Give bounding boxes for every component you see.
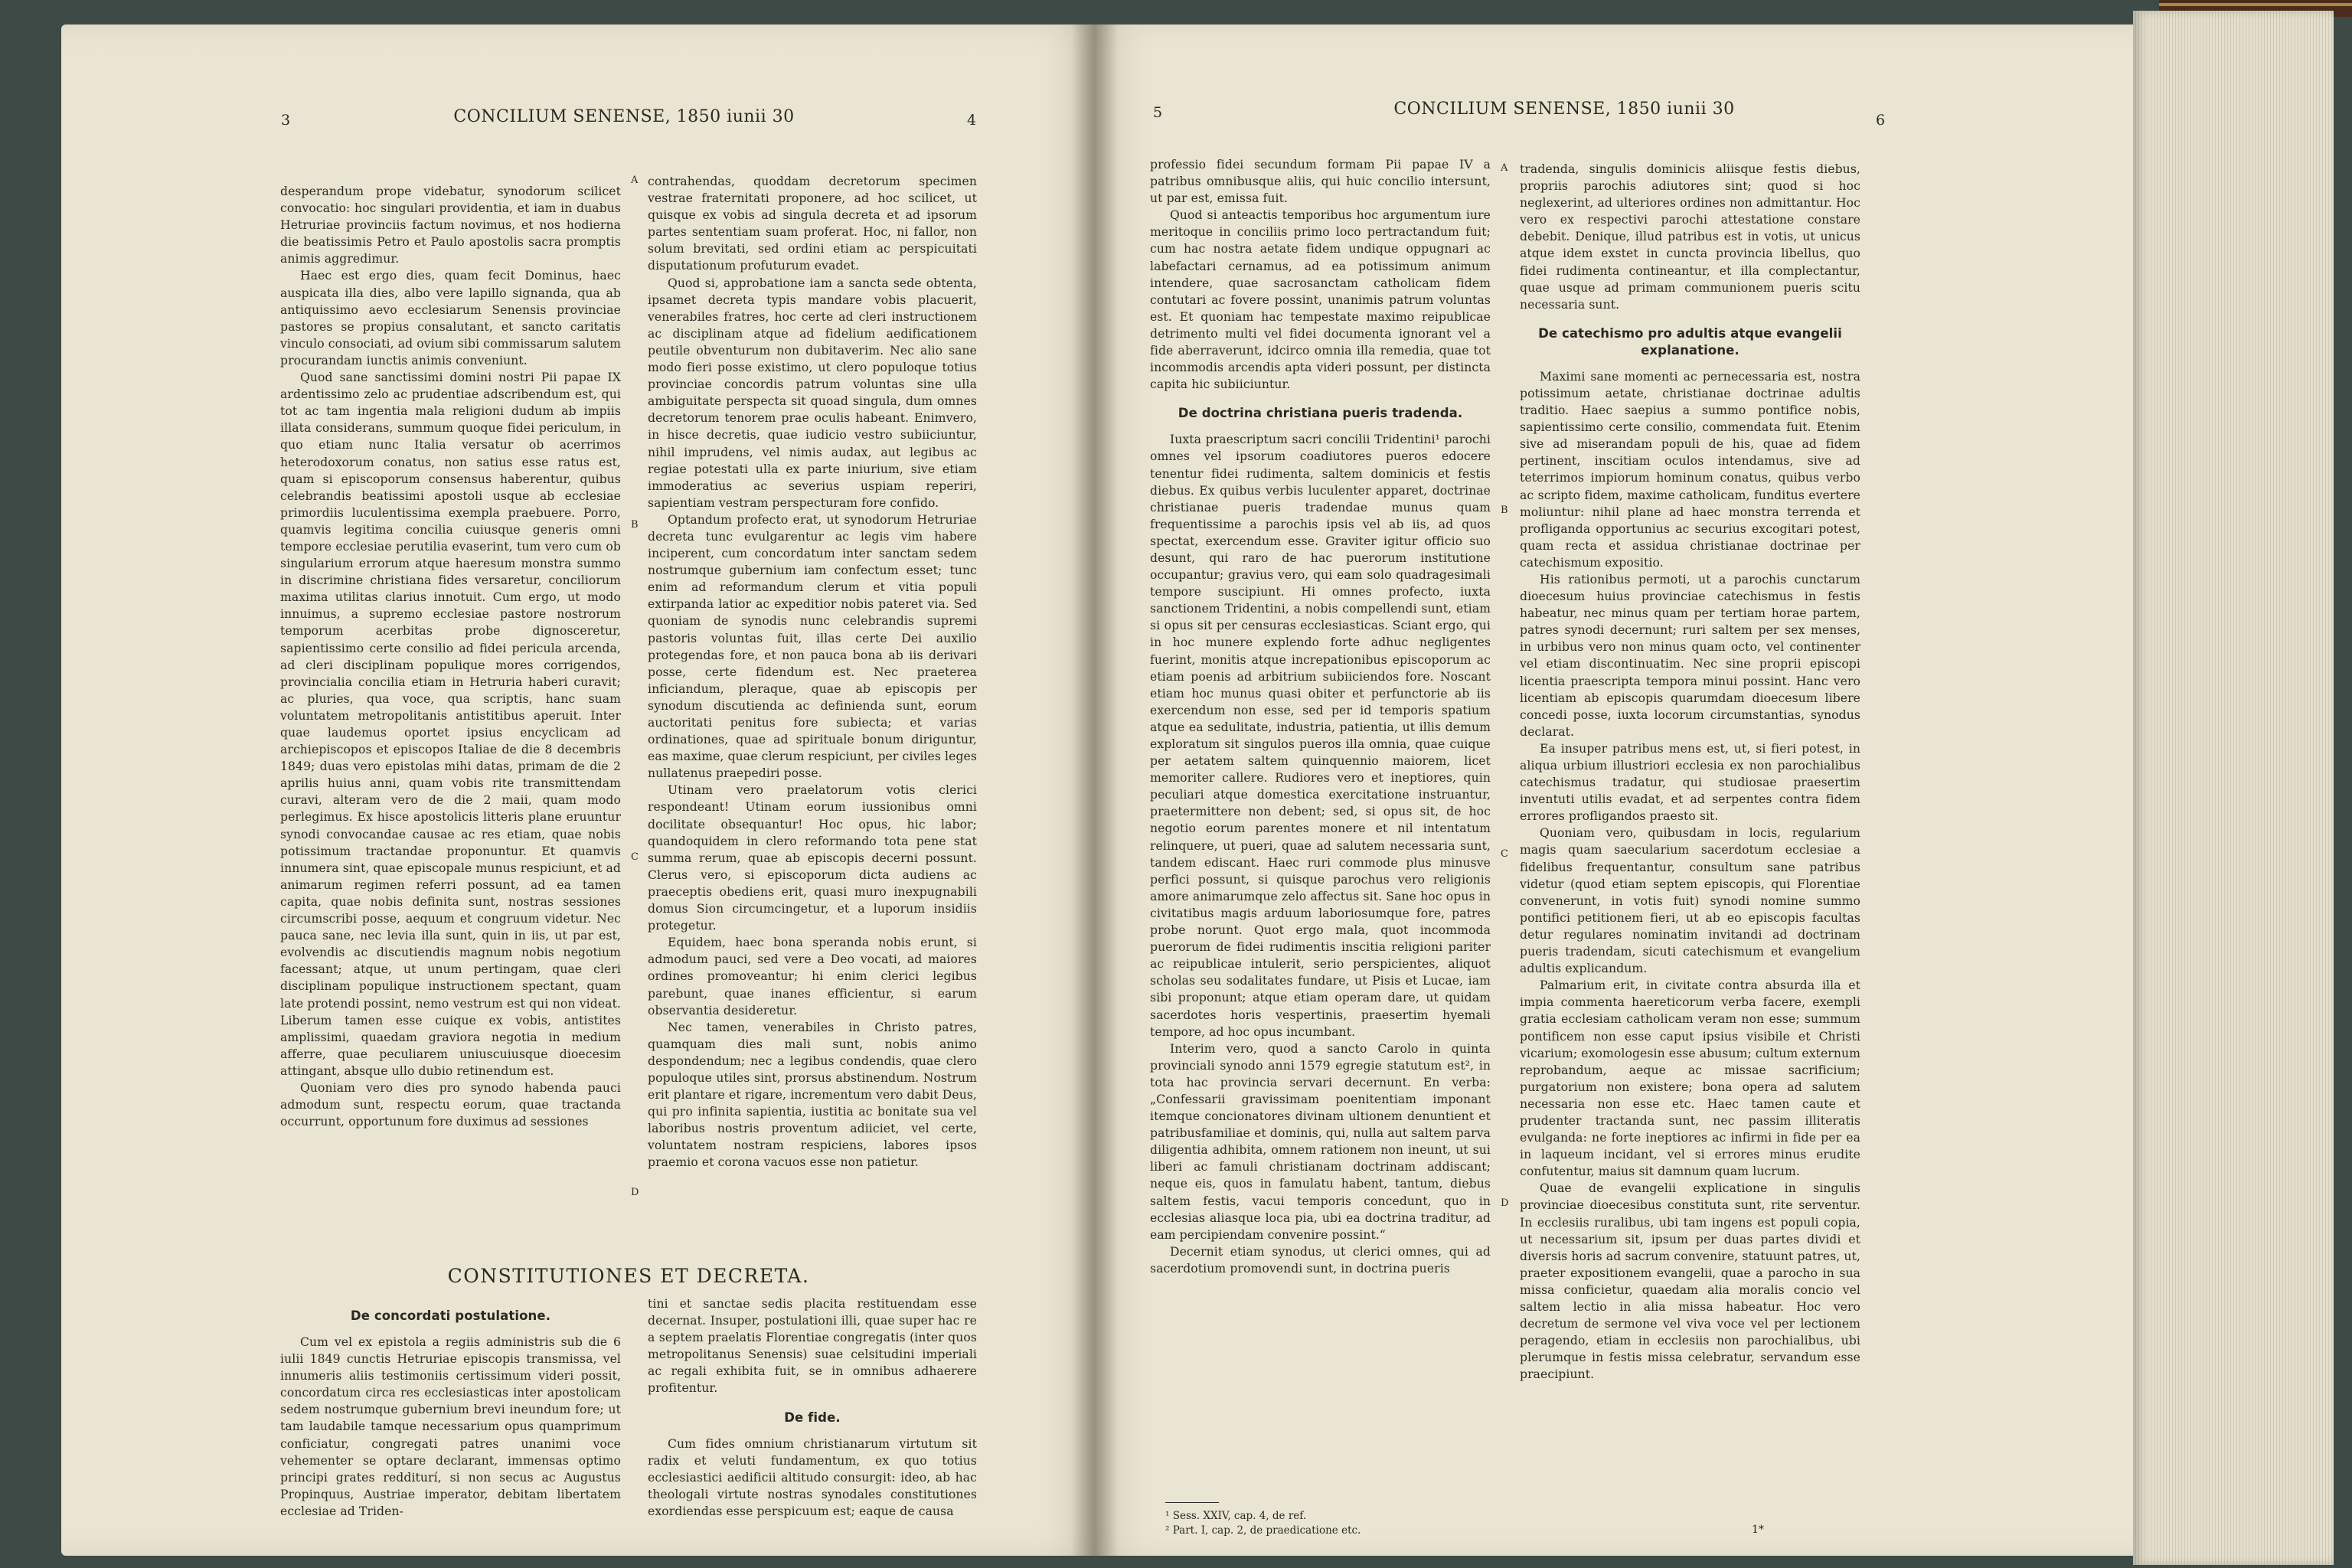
paragraph: tini et sanctae sedis placita restituendam esse decernat. Insuper, postulationi illi, quae super hac re a septem praelatis Florentiae congregatis (inter quos metropolitanus Senensis) suae celsitudini imperiali ac regali exhibita fuit, se in omnibus adhaerere profitentur. (648, 1297, 977, 1396)
right-column-1 (1150, 156, 1491, 1277)
right-running-head (1095, 100, 2133, 130)
page-number-6: 6 (1876, 112, 1886, 129)
signature-mark: 1* (1752, 1524, 1764, 1536)
left-page (61, 24, 1095, 1556)
heading-catechismo: De catechismo pro adultis atque evangelii explanatione. (1538, 325, 1842, 358)
paragraph: professio fidei secundum formam Pii papae IV a patribus omnibusque aliis, qui huic concilio intersunt, ut par est, emissa fuit. (1150, 158, 1491, 206)
left-running-head (61, 107, 1095, 138)
footnote: ² Part. I, cap. 2, de praedicatione etc. (1165, 1524, 1361, 1537)
right-column-2 (1520, 161, 1860, 1383)
paragraph: Cum vel ex epistola a regiis administris sub die 6 iulii 1849 cunctis Hetruriae episcopis transmissa, vel innumeris aliis testimoniis certissimum videri possit, concordatum circa res ecclesiasticas inter apostolicam sedem nostrumque gubernium brevi ineundum fore; ut tam laudabile tamque necessarium opus quamprimum conficiatur, congregati patres unanimi voce vehementer se optare declarant, immensas optimo principi grates redditurí, si non secus ac Augustus Propinquus, Austriae imperator, debitam libertatem ecclesiae ad Triden- (280, 1335, 621, 1518)
paragraph: Quod sane sanctissimi domini nostri Pii papae IX ardentissimo zelo ac prudentiae adscribendum est, qui tot ac tam ingentia mala religioni dudum ab impiis illata considerans, summum quoque fidei periculum, in quo etiam nunc Italia versatur ob acerrimos heterodoxorum conatus, non satius esse ratus est, quam si episcoporum consensus haberentur, quibus celebrandis beatissimi apostoli usque ab ecclesiae primordiis luculentissima exempla praebuere. Porro, quamvis legitima concilia cuiusque generis omni tempore ecclesiae perutilia evaserint, tum vero cum ob singularium errorum atque haeresum monstra summo in discrimine christiana fides versaretur, conciliorum maxima utilitas clarius innotuit. Cum ergo, ut modo innuimus, a supremo ecclesiae pastore nostrorum temporum acerbitas probe dignosceretur, sapientissimo certe consilio ad fidei pericula arcenda, ad cleri disciplinam populique mores corrigendos, provincialia concilia etiam in Hetruria haberi curavit; ac pluries, qua voce, qua scriptis, hanc suam voluntatem metropolitanis antistitibus aperuit. Inter quae laudemus oportet ipsius encyclicam ad archiepiscopos et episcopos Italiae de die 8 decembris 1849; duas vero epistolas mihi datas, primam de die 2 aprilis huius anni, quam vobis rite transmittendam curavi, alteram vero de die 2 maii, quam modo perlegimus. Ex hisce apostolicis litteris plane eruuntur synodi convocandae causae ac res etiam, quae nobis potissimum tractandae proponuntur. Et quamvis innumera sint, quae episcopale munus respiciunt, et ad animarum regimen referri possunt, ad ea tamen capita, quae nobis definita sunt, nostras sessiones circumscribi posse, aequum et congruum videtur. Nec pauca sane, nec levia illa sunt, quin in iis, ut par est, evolvendis ac discutiendis magnum nobis negotium facessant; atque, ut unum pertingam, quae cleri disciplinam populique instructionem spectant, quam late protendi possint, nemo vestrum est qui non videat. Liberum tamen esse cuique ex vobis, antistites amplissimi, quaedam graviora negotia in medium afferre, quae peculiarem uniuscuiusque dioecesim attingant, absque ullo dubio retinendum est. (280, 371, 621, 1078)
paragraph: Cum fides omnium christianarum virtutum sit radix et veluti fundamentum, ex quo totius ecclesiastici aedificii altitudo consurgit: ideo, ab hac theologali virtute nostras synodales constitutiones exordiendas esse perspicuum est; eaque de causa (648, 1436, 977, 1518)
running-head-title: CONCILIUM SENENSE, 1850 iunii 30 (1393, 100, 1735, 119)
margin-marker-a: A (631, 175, 639, 186)
paragraph: Ea insuper patribus mens est, ut, si fieri potest, in aliqua urbium illustriori ecclesia ex non parochialibus catechismus tradatur, qui studiosae praesertim inventuti utilis evadat, et ad serpentes contra fidem errores profligandos praesto sit. (1520, 741, 1860, 824)
paragraph: Optandum profecto erat, ut synodorum Hetruriae decreta tunc evulgarentur ac legis vim habere inciperent, cum concordatum inter sanctam sedem nostrumque gubernium iam confectum esset; tunc enim ad reformandum clerum et vitia populi extirpanda latior ac expeditior nobis pateret via. Sed quoniam de synodis nunc celebrandis supremi pastoris voluntas fuit, illas certe Dei auxilio protegendas fore, et non pauca bona ab iis derivari posse, certe fidendum est. Nec praeterea inficiandum, pleraque, quae ab episcopis per synodum discutienda ac definienda sunt, eorum auctoritati penitus fore subiecta; et varias ordinationes, quae ad spirituale bonum diriguntur, eas maxime, quae clerum respiciunt, per civiles leges nullatenus praepediri posse. (648, 512, 977, 781)
paragraph: Interim vero, quod a sancto Carolo in quinta provinciali synodo anni 1579 egregie statutum est², in tota hac provincia servari decernunt. En verba: „Confessarii gravissimam poenitentiam imponant itemque concionatores divinam ultionem denuntient et patribusfamiliae et dominis, qui, nulla aut saltem parva diligentia adhibita, omnem rationem non ineunt, ut sui liberi ac famuli christianam doctrinam addiscant; neque eis, quos in famulatu habent, tantum, diebus saltem festis, vacui temporis concedunt, quo in ecclesias aliasque loca pia, ubi ea doctrina traditur, ad eam percipiendam convenire possint.“ (1150, 1041, 1491, 1242)
paragraph: Quoniam vero dies pro synodo habenda pauci admodum sunt, respectu eorum, quae tractanda occurrunt, opportunum fore duximus ad sessiones (280, 1080, 621, 1129)
footnote-rule (1165, 1502, 1219, 1503)
paragraph: Utinam vero praelatorum votis clerici respondeant! Utinam eorum iussionibus omni docilitate obsequantur! Hoc opus, hic labor; quandoquidem in clero reformando tota pene stat summa rerum, quae ab episcopis decerni possunt. Clerus vero, si episcoporum dicta audiens ac praeceptis obediens erit, quasi muro inexpugnabili domus Sion circumcingetur, et a luporum insidiis protegetur. (648, 783, 977, 933)
paragraph: Equidem, haec bona speranda nobis erunt, si admodum pauci, sed vere a Deo vocati, ad maiores ordines promoveantur; hi enim clerici legibus parebunt, quae inanes efficientur, si earum observantia desideretur. (648, 936, 977, 1018)
paragraph: tradenda, singulis dominicis aliisque festis diebus, propriis parochis adiutores sint; quod si hoc neglexerint, ad ulteriores ordines non admittantur. Hoc vero ex respectivi parochi attestatione constare debebit. Denique, illud patribus est in votis, ut unicus atque idem exstet in cuncta provincia libellus, quo fidei rudimenta contineantur, et illa complectantur, quae usque ad primam communionem pueris scitu necessaria sunt. (1520, 162, 1860, 312)
margin-marker-d: D (631, 1187, 639, 1198)
footnotes (1165, 1502, 1487, 1538)
margin-marker-c: C (1501, 848, 1508, 860)
margin-marker-c: C (631, 851, 639, 863)
left-column-2 (648, 173, 977, 1171)
paragraph: Quoniam vero, quibusdam in locis, regularium magis quam saecularium sacerdotum ecclesiae a fidelibus frequentantur, consultum sane patribus videtur (quod etiam septem episcopis, qui Florentiae convenerunt, in votis fuit) synodi nomine summo pontifici petitionem fieri, ut ab eo episcopis facultas detur regulares nominatim invitandi ad doctrinam pueris tradendam, sicuti catechismum et evangelium adultis explicandum. (1520, 826, 1860, 976)
margin-marker-b: B (1501, 505, 1508, 516)
margin-marker-a: A (1501, 162, 1508, 174)
paragraph: Haec est ergo dies, quam fecit Dominus, haec auspicata illa dies, albo vere lapillo signanda, qua ab antiquissimo aevo ecclesiarum Senensis provinciae pastores se propius consalutant, et sancto caritatis vinculo consociati, ad ovium sibi commissarum salutem procurandam iunctis animis conveniunt. (280, 269, 621, 368)
paragraph: desperandum prope videbatur, synodorum scilicet convocatio: hoc singulari providentia, et iam in duabus Hetruriae provinciis factum novimus, et nos hodierna die beatissimis Petro et Paulo apostolis sacra promptis animis aggredimur. (280, 185, 621, 266)
heading-doctrina: De doctrina christiana pueris tradenda. (1178, 406, 1463, 421)
page-edges (2133, 11, 2334, 1565)
paragraph: Palmarium erit, in civitate contra absurda illa et impia commenta haereticorum verba facere, exempli gratia ecclesiam catholicam veram non esse; summum pontificem non esse caput ipsius visibile et Christi vicarium; exomologesin esse abusum; cultum externum reprobandum, aeque ac missae sacrificium; purgatorium non existere; bona opera ad salutem necessaria non esse etc. Haec tamen caute et prudenter tractanda sunt, nec passim illiteratis evulganda: ne forte ineptiores ac infirmi in fide per ea in laqueum incidant, vel si errores minus erudite confutentur, maius sit damnum quam lucrum. (1520, 978, 1861, 1179)
left-column-2-bottom (648, 1295, 977, 1520)
page-number-5: 5 (1153, 104, 1163, 121)
right-page (1095, 24, 2133, 1556)
heading-concordati: De concordati postulatione. (350, 1308, 551, 1323)
paragraph: contrahendas, quoddam decretorum specimen vestrae fraternitati proponere, ad hoc scilicet, ut quisque ex vobis ad singula decreta et ad ipsorum partes sententiam suam proferat. Hoc, ni fallor, non solum brevitati, sed ordini etiam ac perspicuitati disputationum profuturum evadet. (648, 175, 977, 273)
paragraph: Iuxta praescriptum sacri concilii Tridentini¹ parochi omnes vel ipsorum coadiutores pueros edocere tenentur fidei rudimenta, saltem dominicis et festis diebus. Ex quibus verbis luculenter apparet, doctrinae christianae pueris tradendae munus quam frequentissime a parochis ipsis vel ab iis, ad quos spectat, exercendum esse. Graviter igitur officio suo desunt, qui raro de hac puerorum institutione occupantur; gravius vero, qui eam solo quadragesimali tempore suscipiunt. Hi omnes profecto, iuxta sanctionem Tridentini, a nobis compellendi sunt, etiam si opus sit per censuras ecclesiasticas. Sciant ergo, qui in hoc munere explendo forte adhuc negligentes fuerint, monitis atque increpationibus episcoporum ac etiam poenis ad arbitrium subiiciendos fore. Noscant etiam hoc munus quasi obiter et perfunctorie ab iis exercendum non esse, sed per id temporis spatium atque ea sedulitate, industria, patientia, ut illis demum exploratum sit singulos pueros illa omnia, quae cuique per aetatem saltem quinquennio maiorem, licet memoriter callere. Rudiores vero et ineptiores, quin peculiari atque domestica exercitatione instruantur, praetermittere non debent; sed, si opus sit, de hoc negotio eorum parentes monere et nil intentatum relinquere, ut pueri, quae ad salutem necessaria sunt, tandem ediscant. Haec ruri commode plus minusve perfici possunt, si quisque parochus vero religionis amore animarumque zelo affectus sit. Sane hoc opus in civitatibus magis arduum laboriosumque fore, patres probe norunt. Quot ergo mala, quot incommoda puerorum de fidei rudimentis inscitia religioni pariter ac reipublicae intulerit, serio perspicientes, aliquot scholas seu sodalitates fundare, ut Pisis et Lucae, iam sibi proponunt; atque etiam operam dare, ut quidam sacerdotes horis vespertinis, praesertim hyemali tempore, ad hoc opus incumbant. (1150, 433, 1491, 1039)
running-head-title: CONCILIUM SENENSE, 1850 iunii 30 (453, 107, 795, 126)
book-cover-gold-line (2159, 3, 2352, 6)
heading-fide: De fide. (784, 1410, 841, 1425)
margin-marker-b: B (631, 519, 639, 531)
paragraph: Quod si anteactis temporibus hoc argumentum iure meritoque in conciliis primo loco pertractandum fuit; cum hac nostra aetate fidem undique oppugnari ac labefactari cernamus, ad ea potissimum animum intendere, quae sacrosanctam catholicam fidem contutari ac fovere possint, unanimis patrum voluntas est. Et quoniam hac tempestate maximo reipublicae detrimento multi vel fidei documenta ignorant vel a fide aberraverunt, idcirco omnia illa remedia, quae tot incommodis arcendis apta videri possunt, per distincta capita hic subiiciuntur. (1150, 208, 1491, 392)
paragraph: Nec tamen, venerabiles in Christo patres, quamquam dies mali sunt, nobis animo despondendum; nec a legibus condendis, quae clero populoque utiles sint, prorsus abstinendum. Nostrum erit plantare et rigare, incrementum vero dabit Deus, qui pro infinita sapientia, iustitia ac bonitate sua vel laboribus nostris proventum adiiciet, vel certe, voluntatem nostram respiciens, labores ipsos praemio et corona vacuos esse non patietur. (648, 1020, 977, 1170)
margin-marker-d: D (1501, 1197, 1509, 1209)
page-number-4: 4 (967, 112, 977, 129)
left-column-1 (280, 183, 621, 1130)
page-number-3: 3 (281, 112, 291, 129)
paragraph: His rationibus permoti, ut a parochis cunctarum dioecesum huius provinciae catechismus in festis habeatur, nec minus quam per tertiam horae partem, patres synodi decernunt; ruri saltem per sex menses, in urbibus vero non minus quam octo, vel continenter vel etiam discontinuatim. Nec sine proprii episcopi licentia praescripta tempora minui possint. Hanc vero licentiam ab episcopis quarumdam dioecesum libere concedi posse, iuxta locorum circumstantias, synodus declarat. (1520, 572, 1860, 739)
paragraph: Maximi sane momenti ac pernecessaria est, nostra potissimum aetate, christianae doctrinae adultis traditio. Haec saepius a summo pontifice nobis, sapientissimo certe consilio, commendata fuit. Etenim sive ad miserandam populi de his, quae ad fidem pertinent, inscitiam oculos intendamus, sive ad teterrimos impiorum hominum conatus, quibus verbo ac scripto fidem, maxime catholicam, funditus evertere moliuntur: nihil plane ad haec monstra terrenda et profliganda opportunius ac securius excogitari potest, quam recta et assidua christianae doctrinae per catechismum expositio. (1520, 369, 1860, 570)
section-title: CONSTITUTIONES ET DECRETA. (447, 1265, 810, 1287)
paragraph: Quod si, approbatione iam a sancta sede obtenta, ipsamet decreta typis mandare vobis placuerit, venerabiles fratres, hoc certe ad cleri instructionem ac disciplinam atque ad fidelium aedificationem peutile obventurum non dubitaverim. Nec alio sane modo fieri posse existimo, ut clero populoque totius provinciae concordis patrum voluntas sine ulla ambiguitate perspecta sit quoad singula, dum omnes decretorum tenorem prae oculis habeant. Enimvero, in hisce decretis, quae iudicio vestro subiiciuntur, nihil imprudens, vel nimis audax, aut legibus ac regiae potestati ulla ex parte iniurium, sive etiam immoderatius ac severius uspiam reperiri, sapientiam vestram perspecturam fore confido. (648, 276, 977, 510)
footnote: ¹ Sess. XXIV, cap. 4, de ref. (1165, 1510, 1307, 1522)
paragraph: Quae de evangelii explicatione in singulis provinciae dioecesibus constituta sunt, rite serventur. In ecclesiis ruralibus, ubi tam ingens est populi copia, ut necessarium sit, ipsum per duas partes dividi et diversis horis ad sacrum convenire, statuunt patres, ut, praeter expositionem evangelii, quae a parocho in sua missa conficietur, quaedam alia moralis concio vel saltem lectio in alia missa habeatur. Hoc vero decretum de sermone vel viva voce vel per lectionem peragendo, etiam in ecclesiis non parochialibus, ubi plerumque in festis missa celebratur, servandum esse praecipiunt. (1520, 1181, 1860, 1382)
left-column-1-bottom (280, 1295, 621, 1520)
paragraph: Decernit etiam synodus, ut clerici omnes, qui ad sacerdotium promovendi sunt, in doctrina pueris (1150, 1244, 1491, 1276)
